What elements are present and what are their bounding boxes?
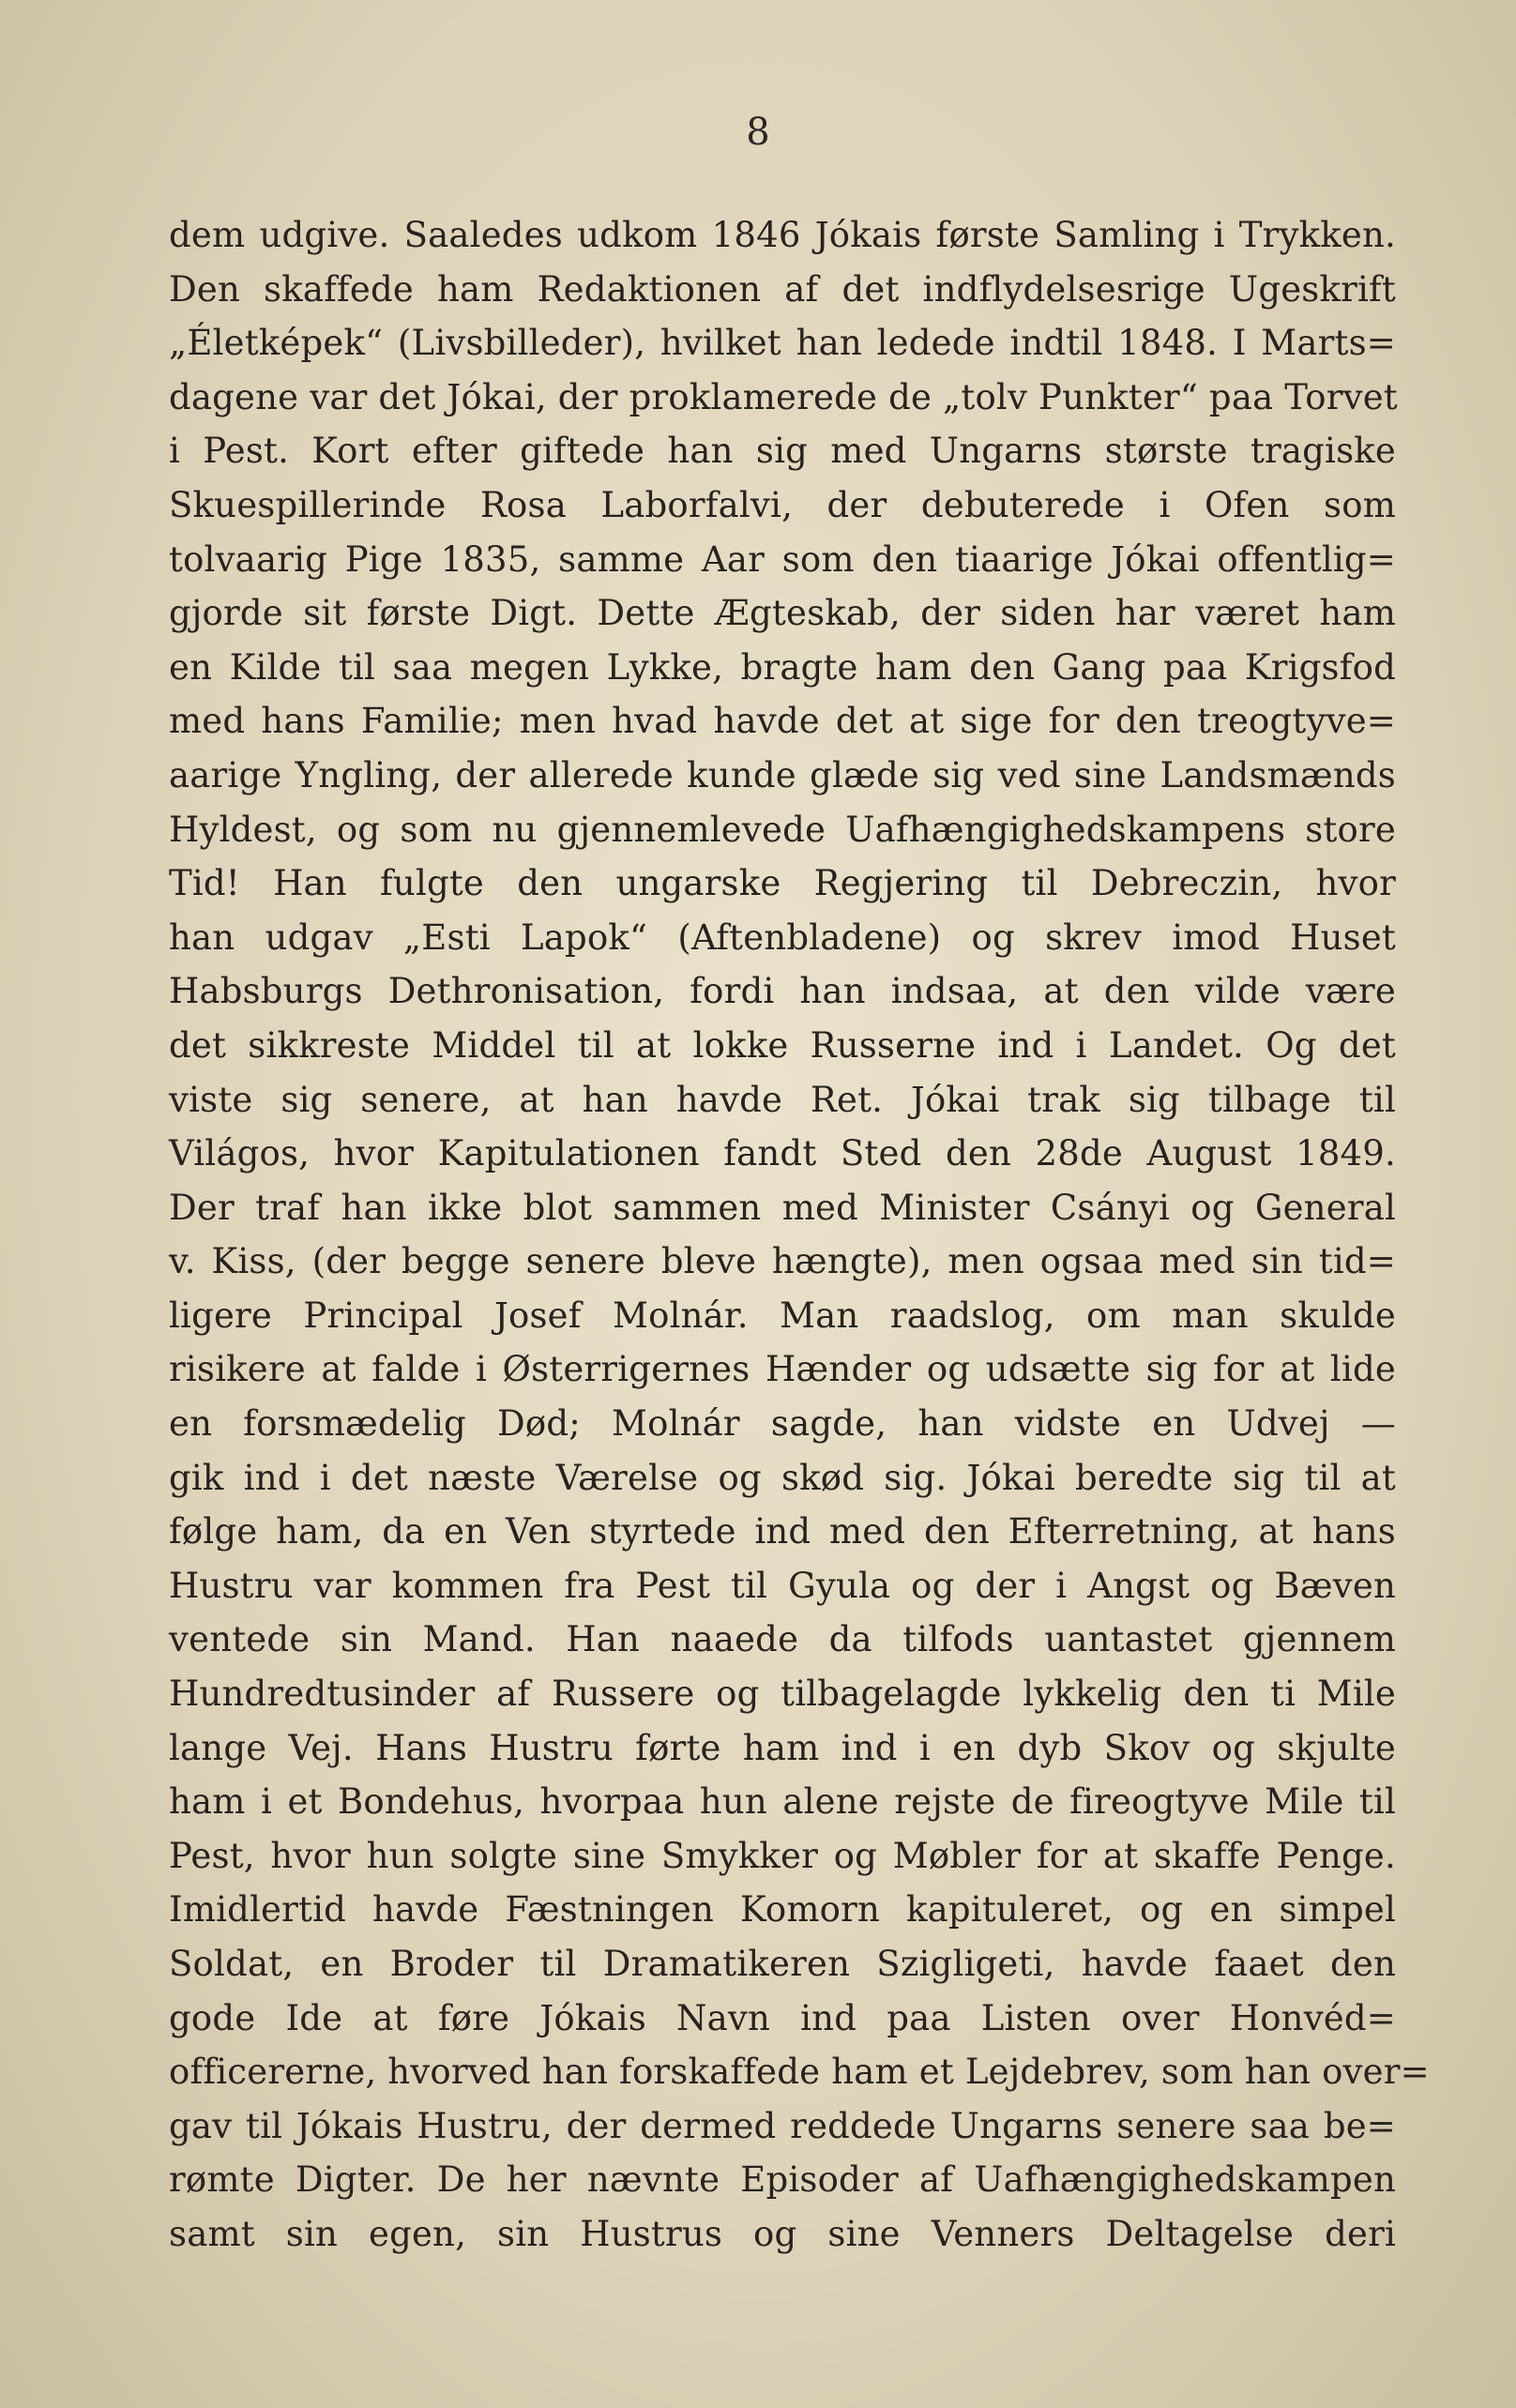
text-line: dagene var det Jókai, der proklamerede de „tolv Punkter“ paa Torvet (169, 376, 1398, 417)
text-line: lange Vej. Hans Hustru førte ham ind i en dyb Skov og skjulte (169, 1727, 1396, 1768)
text-line: Tid! Han fulgte den ungarske Regjering til Debreczin, hvor (169, 863, 1396, 904)
text-line: en Kilde til saa megen Lykke, bragte ham den Gang paa Krigsfod (169, 646, 1396, 688)
text-line: samt sin egen, sin Hustrus og sine Venners Deltagelse deri (169, 2213, 1396, 2254)
text-line: Habsburgs Dethronisation, fordi han indsaa, at den vilde være (169, 971, 1396, 1012)
text-line: gjorde sit første Digt. Dette Ægteskab, der siden har været ham (169, 593, 1396, 634)
text-line: tolvaarig Pige 1835, samme Aar som den tiaarige Jókai offentlig= (169, 538, 1396, 580)
text-line: Der traf han ikke blot sammen med Minister Csányi og General (169, 1187, 1396, 1228)
text-line: gode Ide at føre Jókais Navn ind paa Listen over Honvéd= (169, 1997, 1396, 2038)
page-number: 8 (746, 111, 770, 154)
text-line: det sikkreste Middel til at lokke Russerne ind i Landet. Og det (169, 1024, 1396, 1066)
text-line: følge ham, da en Ven styrtede ind med den Efterretning, at hans (169, 1511, 1396, 1552)
text-line: Hustru var kommen fra Pest til Gyula og der i Angst og Bæven (169, 1565, 1396, 1606)
text-line: ligere Principal Josef Molnár. Man raadslog, om man skulde (169, 1295, 1396, 1336)
text-line: Den skaffede ham Redaktionen af det indflydelsesrige Ugeskrift (169, 268, 1396, 310)
text-line: viste sig senere, at han havde Ret. Jókai trak sig tilbage til (169, 1079, 1396, 1120)
text-line: gav til Jókais Hustru, der dermed reddede Ungarns senere saa be= (169, 2105, 1396, 2146)
text-line: Imidlertid havde Fæstningen Komorn kapituleret, og en simpel (169, 1889, 1396, 1931)
text-line: Hyldest, og som nu gjennemlevede Uafhængighedskampens store (169, 809, 1396, 850)
text-line: v. Kiss, (der begge senere bleve hængte), men ogsaa med sin tid= (169, 1241, 1396, 1282)
text-line: med hans Familie; men hvad havde det at sige for den treogtyve= (169, 701, 1396, 742)
text-line: en forsmædelig Død; Molnár sagde, han vidste en Udvej — (169, 1403, 1396, 1445)
text-line: ventede sin Mand. Han naaede da tilfods uantastet gjennem (169, 1619, 1396, 1660)
text-line: han udgav „Esti Lapok“ (Aftenbladene) og skrev imod Huset (169, 916, 1396, 958)
body-text (169, 208, 1430, 2262)
text-line: Világos, hvor Kapitulationen fandt Sted den 28de August 1849. (169, 1133, 1396, 1174)
text-line: gik ind i det næste Værelse og skød sig. Jókai beredte sig til at (169, 1457, 1396, 1498)
text-line: Soldat, en Broder til Dramatikeren Szigligeti, havde faaet den (169, 1944, 1396, 1984)
text-line: dem udgive. Saaledes udkom 1846 Jókais første Samling i Trykken. (169, 215, 1396, 255)
text-line: rømte Digter. De her nævnte Episoder af Uafhængighedskampen (169, 2159, 1396, 2201)
text-line: Pest, hvor hun solgte sine Smykker og Møbler for at skaffe Penge. (169, 1835, 1396, 1876)
text-line: Skuespillerinde Rosa Laborfalvi, der debuterede i Ofen som (169, 484, 1396, 525)
text-line: „Életképek“ (Livsbilleder), hvilket han ledede indtil 1848. I Marts= (169, 323, 1396, 364)
text-line: i Pest. Kort efter giftede han sig med Ungarns største tragiske (169, 431, 1396, 472)
text-line: risikere at falde i Østerrigernes Hænder og udsætte sig for at lide (169, 1349, 1396, 1390)
text-line: aarige Yngling, der allerede kunde glæde sig ved sine Landsmænds (169, 754, 1396, 795)
text-line: ham i et Bondehus, hvorpaa hun alene rejste de fireogtyve Mile til (169, 1781, 1396, 1823)
text-line: Hundredtusinder af Russere og tilbagelagde lykkelig den ti Mile (169, 1673, 1396, 1715)
text-line: officererne, hvorved han forskaffede ham et Lejdebrev, som han over= (169, 2052, 1430, 2093)
